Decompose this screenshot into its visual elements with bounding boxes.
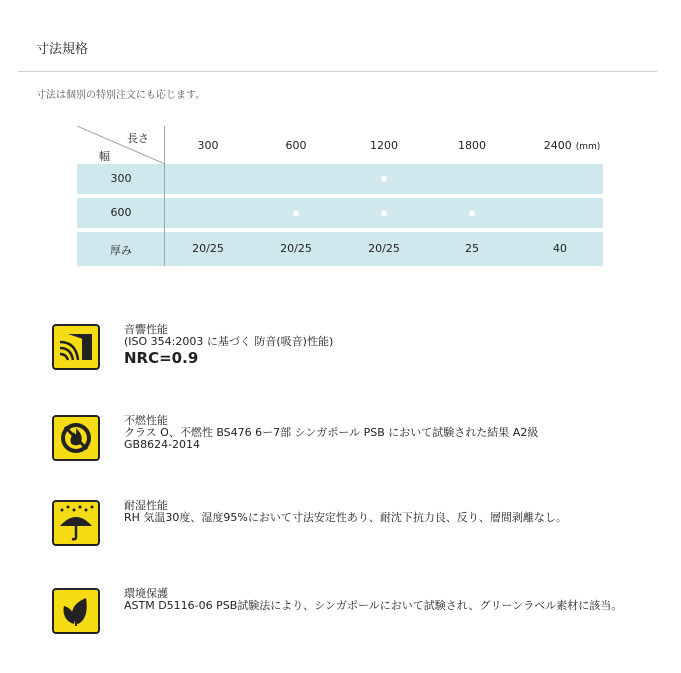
feature-desc: ASTM D5116-06 PSB試験法により、シンガポールにおいて試験され、グリーンラベル素材に該当。: [124, 599, 623, 612]
feature-title: 耐湿性能: [124, 499, 168, 512]
feature-title: 環境保護: [124, 587, 168, 600]
thickness-value: 20/25: [280, 242, 312, 255]
feature-desc: RH 気温30度、湿度95%において寸法安定性あり、耐沈下抗力良、反り、層間剥離なし。: [124, 511, 567, 524]
table-vertical-divider: [164, 126, 165, 266]
thickness-value: 20/25: [368, 242, 400, 255]
feature-text: [124, 500, 567, 524]
feature-text: [124, 323, 334, 367]
corner-diagonal-line: [77, 126, 165, 164]
feature-desc-standard: GB8624-2014: [124, 438, 201, 451]
row-label-300: 300: [110, 172, 132, 185]
feature-desc: (ISO 354:2003 に基づく 防音(吸音)性能): [124, 335, 334, 348]
table-row-300: [77, 164, 603, 194]
col-header-300: 300: [197, 139, 219, 152]
umbrella-rain-icon: [52, 500, 100, 546]
divider: [18, 71, 657, 72]
feature-desc: クラス O、不燃性 BS476 6ー7部 シンガポール PSB において試験された結果 A2級: [124, 426, 539, 439]
corner-length-label: 長さ: [127, 132, 149, 145]
section-title: 寸法規格: [36, 42, 89, 57]
col-header-600: 600: [285, 139, 307, 152]
row-label-600: 600: [110, 206, 132, 219]
feature-title: 音響性能: [124, 323, 168, 336]
col-header-2400-value: 2400: [543, 139, 572, 152]
spec-table: [77, 126, 603, 266]
table-row-600: [77, 198, 603, 228]
feature-text: [124, 415, 538, 451]
availability-dot: [381, 176, 387, 182]
nrc-value: NRC=0.9: [124, 349, 199, 367]
row-label-thickness: 厚み: [110, 244, 132, 257]
corner-width-label: 幅: [99, 150, 110, 163]
col-header-2400: [544, 139, 601, 152]
table-header-row: [77, 126, 603, 164]
thickness-value: 25: [465, 242, 479, 255]
feature-text: [124, 588, 622, 612]
feature-title: 不燃性能: [124, 414, 168, 427]
thickness-value: 40: [553, 242, 567, 255]
availability-dot: [469, 210, 475, 216]
thickness-value: 20/25: [192, 242, 224, 255]
col-header-1800: 1800: [458, 139, 486, 152]
availability-dot: [293, 210, 299, 216]
unit-label: (mm): [575, 142, 601, 152]
table-row-thickness: [77, 232, 603, 266]
leaf-icon: [52, 588, 100, 634]
acoustic-icon: [52, 324, 100, 370]
fire-icon: [52, 415, 100, 461]
subtitle: 寸法は個別の特別注文にも応じます。: [36, 90, 206, 101]
col-header-1200: 1200: [370, 139, 398, 152]
availability-dot: [381, 210, 387, 216]
